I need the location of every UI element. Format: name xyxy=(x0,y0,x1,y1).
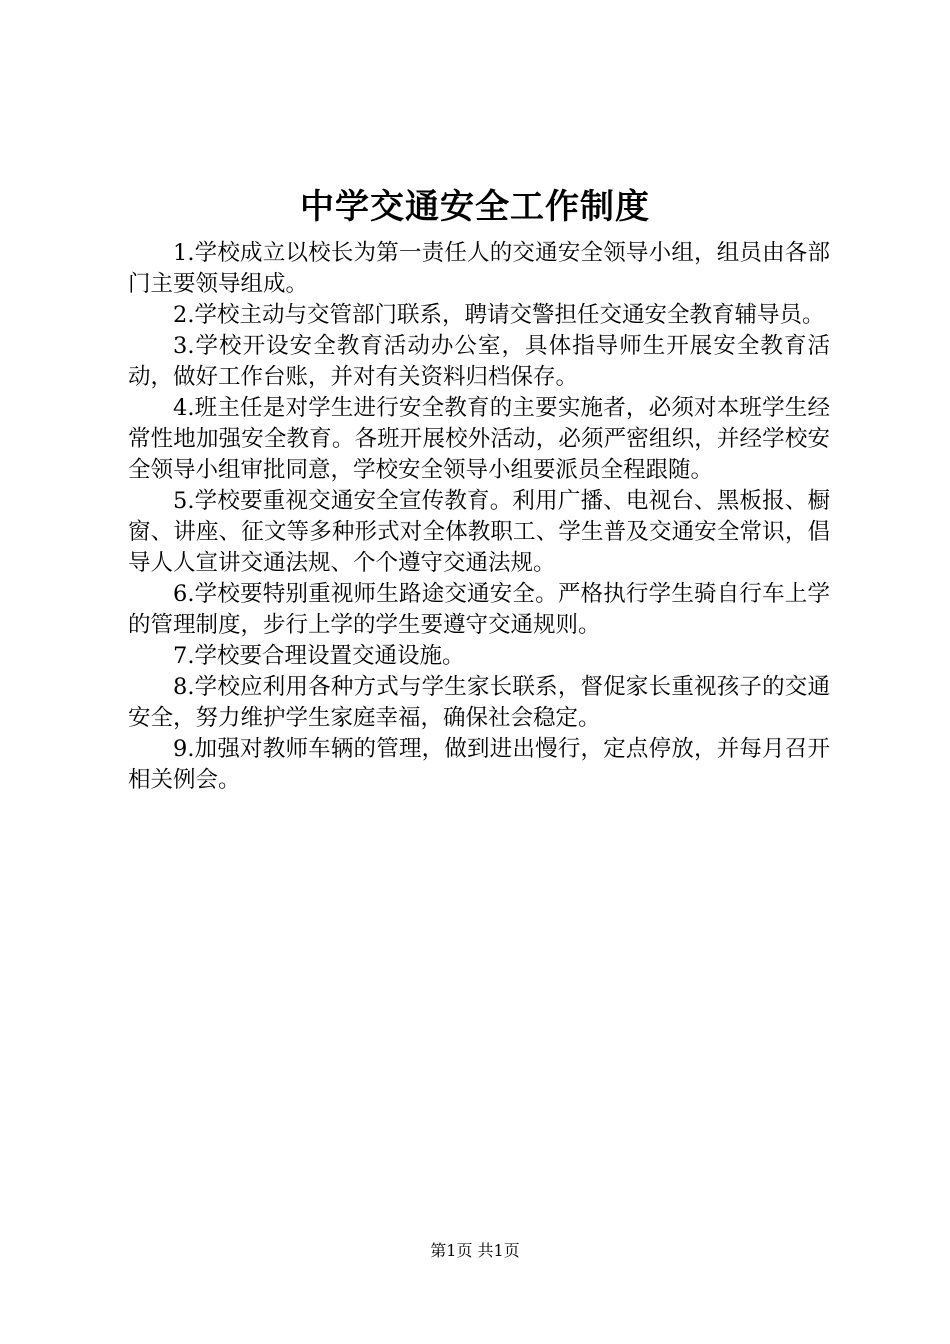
paragraph-1: 1.学校成立以校长为第一责任人的交通安全领导小组，组员由各部门主要领导组成。 xyxy=(128,240,830,297)
document-body xyxy=(128,238,830,796)
paragraph-3: 3.学校开设安全教育活动办公室，具体指导师生开展安全教育活动，做好工作台账，并对有关资料归档保存。 xyxy=(128,333,830,390)
paragraph-2: 2.学校主动与交管部门联系，聘请交警担任交通安全教育辅导员。 xyxy=(173,302,825,328)
page-title: 中学交通安全工作制度 xyxy=(300,187,650,227)
paragraph-7: 7.学校要合理设置交通设施。 xyxy=(173,643,465,669)
paragraph-8: 8.学校应利用各种方式与学生家长联系，督促家长重视孩子的交通安全，努力维护学生家庭幸福，确保社会稳定。 xyxy=(128,674,830,731)
paragraph-5: 5.学校要重视交通安全宣传教育。利用广播、电视台、黑板报、橱窗、讲座、征文等多种形式对全体教职工、学生普及交通安全常识，倡导人人宣讲交通法规、个个遵守交通法规。 xyxy=(128,488,830,576)
paragraph-9: 9.加强对教师车辆的管理，做到进出慢行，定点停放，并每月召开相关例会。 xyxy=(128,736,830,793)
paragraph-4: 4.班主任是对学生进行安全教育的主要实施者，必须对本班学生经常性地加强安全教育。各班开展校外活动，必须严密组织，并经学校安全领导小组审批同意，学校安全领导小组要派员全程跟随。 xyxy=(128,395,830,483)
page-footer: 第1页 共1页 xyxy=(430,1241,520,1260)
paragraph-6: 6.学校要特别重视师生路途交通安全。严格执行学生骑自行车上学的管理制度，步行上学的学生要遵守交通规则。 xyxy=(128,581,830,638)
